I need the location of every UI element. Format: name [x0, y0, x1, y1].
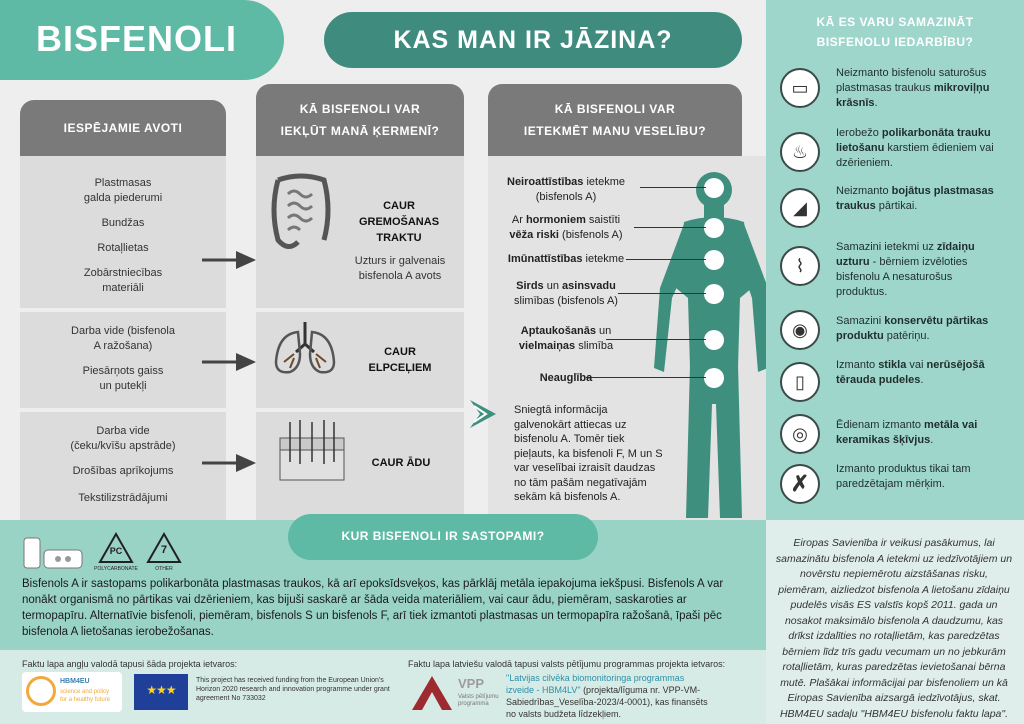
source-item: A ražošana) — [93, 340, 153, 352]
source-item: Bundžas — [101, 217, 145, 229]
health-header — [488, 84, 742, 156]
route-line: CAUR — [384, 346, 416, 358]
route-airways — [350, 344, 450, 376]
note-line: bisfenola A avots — [358, 270, 442, 282]
baby-bottle-icon: ⌇ — [780, 246, 820, 286]
sources-header: IESPĒJAMIE AVOTI — [20, 100, 226, 156]
hbm4eu-logo: HBM4EU science and policy for a healthy future — [22, 672, 122, 712]
sources-box-2 — [20, 312, 226, 408]
source-item: Plastmasas — [94, 177, 152, 189]
tip-text: Neizmanto bisfenolu saturošus plastmasas traukus mikroviļņu krāsnīs. — [836, 67, 990, 109]
note-line: Uzturs ir galvenais — [354, 255, 446, 267]
steam-icon: ♨ — [780, 132, 820, 172]
eu-funding-text: This project has received funding from the European Union's Horizon 2020 research and innovation programme under grant agreement No 733032 — [196, 677, 390, 702]
recycle-pc-code: PC — [109, 546, 123, 556]
source-item: (čeku/kvīšu apstrāde) — [70, 440, 176, 452]
eu-info-panel — [766, 520, 1024, 724]
question-banner — [324, 12, 742, 68]
route-line: TRAKTU — [376, 232, 422, 244]
containers-icon — [20, 528, 86, 572]
tip-text: Ēdienam izmanto metāla vai keramikas šķīvjus. — [836, 419, 978, 446]
health-header-line: KĀ BISFENOLI VAR — [554, 102, 676, 116]
vpp-logo-text: VPP — [458, 676, 485, 691]
tip-text: Izmanto stikla vai nerūsējošā tērauda pudeles. — [836, 359, 985, 386]
lungs-icon — [270, 318, 340, 378]
recycle-7-code: 7 — [160, 544, 168, 556]
bottle-icon: ▯ — [780, 362, 820, 402]
route-line: GREMOŠANAS — [358, 216, 440, 228]
health-item: Aptaukošanās un vielmaiņas slimība — [518, 325, 614, 352]
recycle-7-label: OTHER — [155, 566, 173, 572]
can-icon: ◉ — [780, 310, 820, 350]
sources-box-3 — [20, 412, 226, 520]
skin-icon — [276, 418, 348, 488]
footer-right-note: Faktu lapa latviešu valodā tapusi valsts pētījumu programmas projekta ietvaros: — [408, 659, 726, 669]
health-item: Sirds un asinsvadu slimības (bisfenols A) — [514, 280, 618, 307]
arrow-icon — [200, 245, 260, 275]
tip-text: Ierobežo polikarbonāta trauku lietošanu karstiem ēdieniem vai dzērieniem. — [836, 127, 994, 169]
source-item: un putekļi — [99, 380, 147, 392]
vpp-subtitle: Valsts pētījumu programma — [458, 694, 499, 707]
where-paragraph: Bisfenols A ir sastopams polikarbonāta plastmasas traukos, kā arī epoksīdsveķos, kas pārklāj metāla iepakojuma iekšpusi. Bisfenols A var nonākt organismā no pārtikas vai dzērieniem, kas bijuši saskarē ar šāda veida materiāliem, vai caur ādu, piemēram, saskaroties ar termopapīru. Alternatīvie bisfenoli, piemēram, bisfenols S un bisfenols F, arī tiek izmantoti plastmasas un termopapīra ražošanā, īpaši pēc bisfenola A lietošanas ierobežošanas. — [22, 578, 724, 638]
chevron-right-icon — [466, 396, 502, 432]
tip-text: Izmanto produktus tikai tam paredzētajam mērķim. — [836, 463, 971, 490]
source-item: Piesārņots gaiss — [82, 365, 164, 377]
intestine-icon — [266, 170, 336, 256]
route-skin: CAUR ĀDU — [371, 457, 431, 469]
route-digestive-note — [340, 254, 460, 284]
recycle-pc-label: POLYCARBONATE — [94, 566, 138, 572]
routes-header-line: KĀ BISFENOLI VAR — [299, 102, 421, 116]
source-item: materiāli — [102, 282, 144, 294]
where-banner — [288, 514, 598, 560]
source-item: Tekstilizstrādājumi — [78, 492, 168, 504]
page-title: BISFENOLI — [36, 18, 238, 59]
sources-box-1 — [20, 156, 226, 308]
arrow-icon — [200, 448, 260, 478]
route-line: CAUR — [383, 200, 415, 212]
source-item: Rotaļlietas — [97, 242, 149, 254]
cup-icon: ◢ — [780, 188, 820, 228]
microwave-icon: ▭ — [780, 68, 820, 108]
source-item: Drošības aprīkojums — [72, 465, 174, 477]
tip-text: Neizmanto bojātus plastmasas traukus pārtikai. — [836, 185, 994, 212]
tip-text: Samazini konservētu pārtikas produktu patēriņu. — [836, 315, 989, 342]
source-item: Darba vide (bisfenola — [71, 325, 175, 337]
health-header-line: IETEKMĒT MANU VESELĪBU? — [523, 124, 707, 138]
question-heading: KAS MAN IR JĀZINA? — [393, 26, 673, 54]
source-item: Darba vide — [96, 425, 150, 437]
title-banner — [0, 0, 284, 80]
vpp-logo-icon — [408, 672, 458, 714]
route-digestive — [344, 198, 454, 246]
eu-info-text: Eiropas Savienība ir veikusi pasākumus, lai samazinātu bisfenola A ietekmi uz iedzīvotājiem un novērstu nepiemērotu aizstāšanas risku, piemēram, aizliedzot bisfenola A lietošanu zīdaiņu pudelēs visās ES valstīs kopš 2011. gada un nosakot maksimālo bisfenola A daudzumu, kas drīkst izdalīties no rotaļlietām, kas paredzētas bērniem līdz trīs gadu vecumam un no jebkurām rotaļlietām, kuras paredzētas ievietošanai bērna mutē. Plašākai informācijai par bisfenoliem un kā Eiropas Savienība aizsargā iedzīvotājus, skat. HBM4EU sadaļu "HBM4EU bisfenolu faktu lapa". — [775, 537, 1013, 720]
health-note: Sniegtā informācija galvenokārt attiecas uz bisfenolu A. Tomēr tiek pieļauts, ka bisfenoli F, M un S var veselībai izraisīt daudzas no tām pašām negatīvajām sekām kā bisfenols A. — [514, 404, 663, 503]
routes-header-line: IEKĻŪT MANĀ ĶERMENĪ? — [280, 124, 440, 138]
reduce-title: KĀ ES VARU SAMAZINĀT BISFENOLU IEDARBĪBU? — [816, 15, 974, 49]
health-item: Neiroattīstības ietekme (bisfenols A) — [507, 176, 625, 203]
routes-header — [256, 84, 464, 156]
health-item: Ar hormoniem saistīti vēža riski (bisfenols A) — [509, 214, 623, 241]
route-line: ELPCEĻIEM — [368, 362, 432, 374]
health-item: Neauglība — [539, 372, 593, 384]
arrow-icon — [200, 347, 260, 377]
where-title: KUR BISFENOLI IR SASTOPAMI? — [341, 529, 545, 543]
vpp-project-text: "Latvijas cilvēka biomonitoringa programmas izveide - HBM4LV" (projekta/līguma nr. VPP-VM- Sabiedrības_Veselība-2023/4-0001), kas finansēts no valsts budžeta līdzekļiem. — [506, 673, 708, 719]
source-item: Zobārstniecības — [83, 267, 163, 279]
eu-flag-icon: ★★★ — [134, 674, 188, 710]
footer-left-note: Faktu lapa angļu valodā tapusi šāda projekta ietvaros: — [22, 659, 238, 669]
health-item: Imūnattīstības ietekme — [507, 253, 625, 265]
cross-icon: ✗ — [780, 464, 820, 504]
jar-lid-icon: ◎ — [780, 414, 820, 454]
tip-text: Samazini ietekmi uz zīdaiņu uzturu - bērniem izvēloties bisfenolu A nesaturošus produktus. — [836, 241, 975, 298]
source-item: galda piederumi — [83, 192, 163, 204]
